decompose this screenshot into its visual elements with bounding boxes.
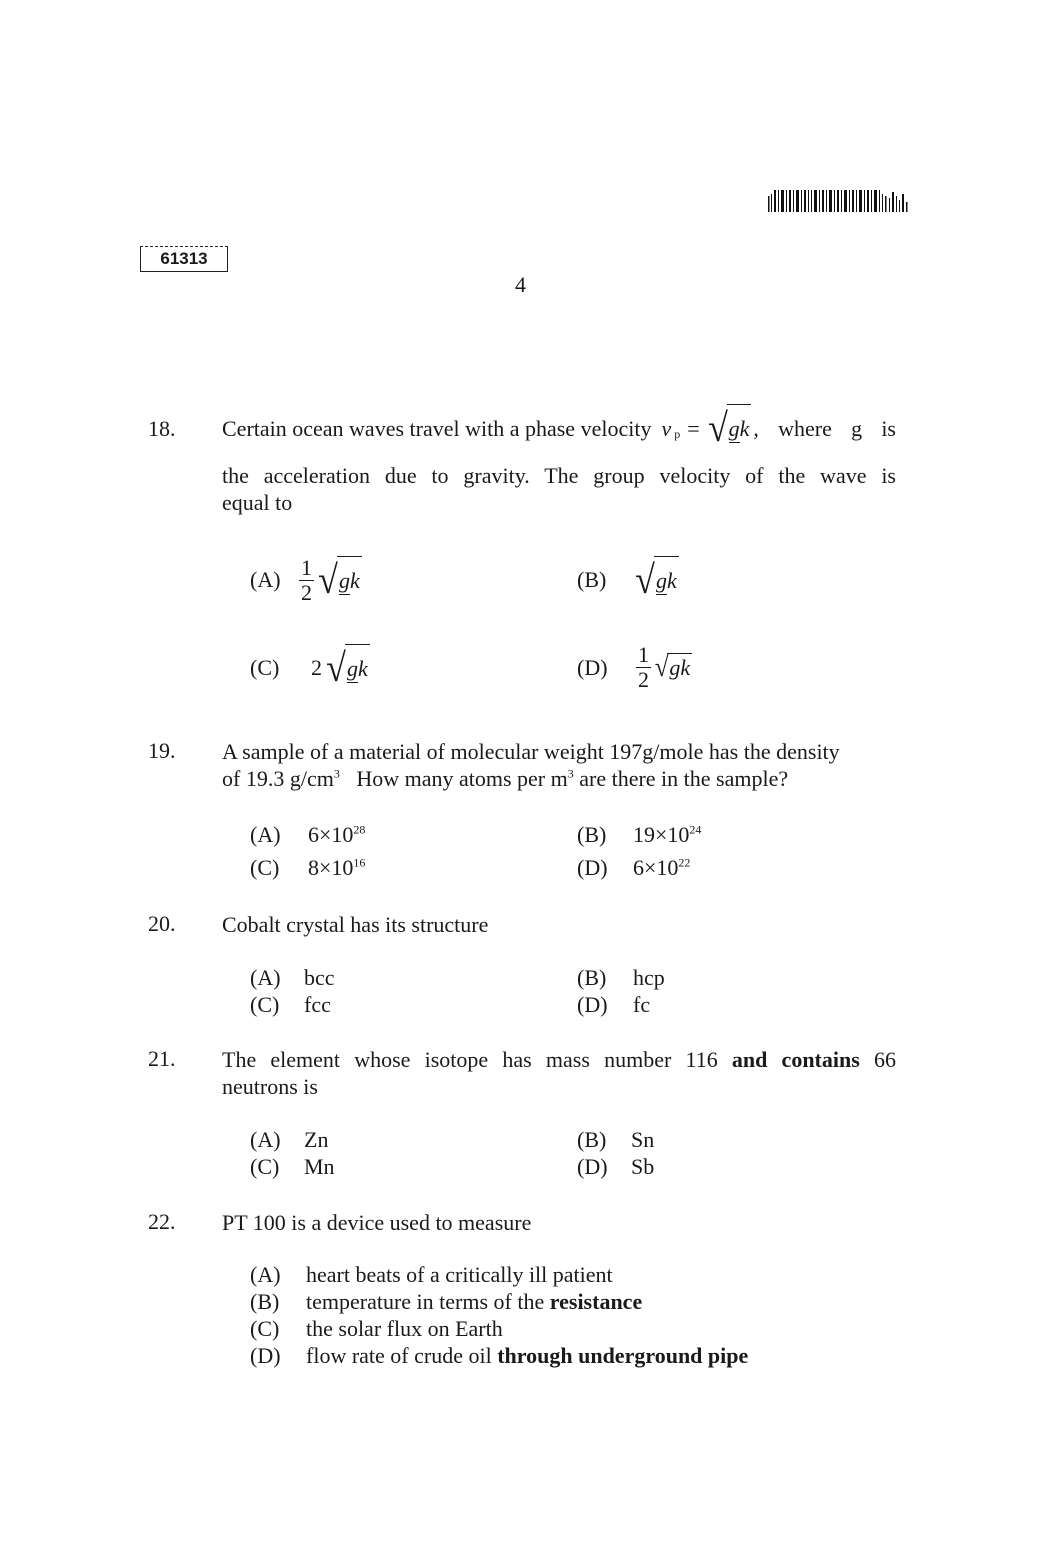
option-value: 6×10 — [308, 822, 354, 847]
question-19-stem — [222, 738, 896, 792]
option-label: (A) — [250, 1262, 281, 1287]
frac-denominator: k — [739, 415, 750, 441]
option-text: flow rate of crude oil — [306, 1343, 498, 1368]
radicand-denominator: k — [666, 567, 677, 593]
coef-numerator: 1 — [638, 642, 649, 667]
option-exponent: 28 — [353, 822, 366, 837]
radicand-denominator: k — [357, 655, 368, 681]
q18-option-c[interactable] — [250, 644, 370, 692]
question-21-line2: neutrons is — [222, 1074, 318, 1099]
q19-option-b[interactable] — [577, 822, 701, 848]
option-label: (B) — [577, 822, 607, 847]
option-label: (D) — [577, 654, 608, 680]
radicand-denominator: k — [349, 567, 360, 593]
q18-option-a[interactable] — [250, 556, 362, 604]
option-label: (A) — [250, 965, 281, 990]
question-number-18: 18. — [148, 416, 176, 441]
question-18-stem: Certain ocean waves travel with a phase velocity v p = √ gk , where g is the acceleration due to gravity. The group velocity of the wave is equal to — [222, 405, 896, 515]
q21-option-c[interactable] — [250, 1154, 335, 1180]
question-18-line3: equal to — [222, 490, 293, 515]
option-text: Sb — [631, 1154, 655, 1179]
radicand-numerator: g — [338, 567, 350, 593]
option-label: (C) — [250, 855, 280, 880]
option-label: (B) — [577, 1127, 607, 1152]
option-label: (D) — [577, 855, 608, 880]
coef-denominator: 2 — [301, 579, 312, 605]
option-exponent: 24 — [689, 822, 702, 837]
question-21-text-end: 66 — [859, 1047, 896, 1072]
option-label: (A) — [250, 822, 281, 847]
option-text: fcc — [304, 992, 331, 1017]
option-exponent: 16 — [353, 855, 366, 870]
question-18-intro: Certain ocean waves travel with a phase velocity — [222, 415, 652, 441]
question-21-text: The element whose isotope has mass number 116 — [222, 1047, 732, 1072]
coef-numerator: 1 — [301, 554, 312, 580]
q22-option-d[interactable] — [250, 1343, 748, 1369]
q22-option-a[interactable] — [250, 1262, 613, 1288]
q20-option-c[interactable] — [250, 992, 331, 1018]
q20-option-b[interactable] — [577, 965, 665, 991]
radicand: gk — [669, 655, 691, 680]
q21-option-b[interactable] — [577, 1127, 654, 1153]
option-label: (B) — [577, 567, 607, 592]
option-text: Mn — [304, 1154, 335, 1179]
sqrt-g-over-k: √ gk — [707, 405, 750, 450]
q19-option-c[interactable] — [250, 855, 365, 881]
q21-option-a[interactable] — [250, 1127, 328, 1153]
question-20-stem: Cobalt crystal has its structure — [222, 912, 489, 937]
question-number-21: 21. — [148, 1046, 176, 1071]
paper-code-box: 61313 — [140, 246, 228, 272]
option-label: (B) — [577, 965, 607, 990]
frac-numerator: g — [728, 415, 740, 441]
question-18-after: , where g is — [753, 415, 896, 441]
option-bold-text: resistance — [549, 1289, 643, 1314]
q20-option-a[interactable] — [250, 965, 335, 991]
option-exponent: 22 — [678, 855, 691, 870]
sqrt-icon: √ gk — [654, 651, 691, 683]
question-21-bold-text: and contains — [731, 1047, 860, 1072]
option-text: bcc — [304, 965, 335, 990]
option-label: (A) — [250, 567, 281, 592]
radicand-numerator: g — [346, 655, 358, 681]
option-label: (D) — [577, 992, 608, 1017]
q20-option-d[interactable] — [577, 992, 650, 1018]
vp-variable: v — [661, 415, 672, 441]
sqrt-icon: √ gk — [326, 645, 368, 690]
q19-option-a[interactable] — [250, 822, 365, 848]
option-label: (C) — [250, 1316, 280, 1341]
option-label: (C) — [250, 1154, 280, 1179]
option-text: fc — [633, 992, 651, 1017]
sqrt-icon: √ gk — [318, 557, 360, 602]
option-label: (D) — [577, 1154, 608, 1179]
sqrt-icon: √ gk — [635, 557, 677, 602]
option-text: the solar flux on Earth — [306, 1316, 503, 1341]
q22-option-b[interactable] — [250, 1289, 642, 1315]
q18-option-b[interactable] — [577, 556, 679, 604]
question-18-line2: the acceleration due to gravity. The group velocity of the wave is — [222, 463, 896, 488]
coefficient: 2 — [311, 655, 322, 680]
question-19-line1: A sample of a material of molecular weight 197g/mole has the density — [222, 739, 840, 764]
option-value: 6×10 — [633, 855, 679, 880]
q18-option-d[interactable] — [577, 644, 692, 691]
question-number-19: 19. — [148, 738, 176, 763]
option-label: (D) — [250, 1343, 281, 1368]
barcode — [768, 190, 908, 212]
option-text: Sn — [631, 1127, 655, 1152]
question-22-stem: PT 100 is a device used to measure — [222, 1210, 532, 1235]
question-21-stem — [222, 1046, 896, 1100]
option-label: (C) — [250, 655, 280, 680]
page-number: 4 — [515, 272, 526, 297]
radicand-numerator: g — [655, 567, 667, 593]
option-text: heart beats of a critically ill patient — [306, 1262, 613, 1287]
option-value: 19×10 — [633, 822, 690, 847]
question-number-20: 20. — [148, 911, 176, 936]
equals-sign: = — [687, 415, 700, 441]
option-label: (A) — [250, 1127, 281, 1152]
q21-option-d[interactable] — [577, 1154, 654, 1180]
question-19-line2: of 19.3 $g/cm^3$ How many atoms per $m^3$ are there in the sample? — [222, 766, 789, 791]
option-bold-text: through underground pipe — [497, 1343, 749, 1368]
option-text: hcp — [633, 965, 665, 990]
option-label: (B) — [250, 1289, 280, 1314]
question-number-22: 22. — [148, 1209, 176, 1234]
option-label: (C) — [250, 992, 280, 1017]
coef-denominator: 2 — [638, 667, 649, 692]
q19-option-d[interactable] — [577, 855, 690, 881]
q22-option-c[interactable] — [250, 1316, 503, 1342]
option-value: 8×10 — [308, 855, 354, 880]
option-text: temperature in terms of the — [306, 1289, 550, 1314]
option-text: Zn — [304, 1127, 329, 1152]
